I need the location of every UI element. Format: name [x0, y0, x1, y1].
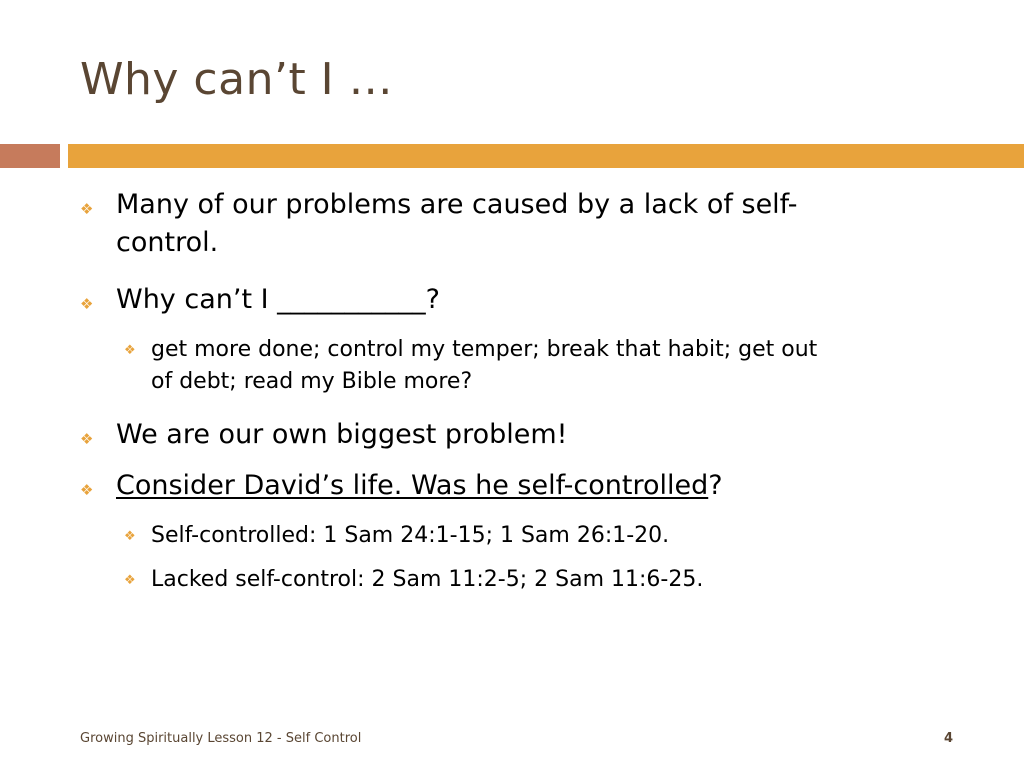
bullet-item — [116, 467, 723, 505]
bullet-item: Why can’t I ___________? — [116, 284, 440, 315]
slide-title: Why can’t I … — [80, 54, 394, 105]
footer-text: Growing Spiritually Lesson 12 - Self Control — [80, 731, 362, 746]
title-divider-right-bar — [68, 144, 1024, 168]
sub-bullet-item: Lacked self-control: 2 Sam 11:2-5; 2 Sam 11:6-25. — [151, 567, 704, 592]
sub-bullet-item: Self-controlled: 1 Sam 24:1-15; 1 Sam 26:1-20. — [151, 523, 670, 548]
diamond-bullet-icon: ❖ — [124, 573, 136, 588]
diamond-bullet-icon: ❖ — [124, 529, 136, 544]
diamond-bullet-icon: ❖ — [80, 295, 94, 313]
diamond-bullet-icon: ❖ — [80, 430, 94, 448]
sub-bullet-text-line: get more done; control my temper; break that habit; get out — [151, 337, 818, 362]
page-number: 4 — [944, 731, 954, 746]
bullet-suffix: ? — [708, 470, 723, 501]
diamond-bullet-icon: ❖ — [80, 481, 94, 499]
sub-bullet-item — [151, 334, 817, 398]
bullet-text-line: Many of our problems are caused by a lack of self- — [116, 189, 798, 220]
bullet-item — [116, 186, 797, 262]
sub-bullet-text-line: of debt; read my Bible more? — [151, 369, 473, 394]
underlined-text: Consider David’s life. Was he self-controlled — [116, 470, 709, 501]
diamond-bullet-icon: ❖ — [80, 200, 94, 218]
title-divider-left-bar — [0, 144, 60, 168]
bullet-item: We are our own biggest problem! — [116, 419, 568, 450]
diamond-bullet-icon: ❖ — [124, 343, 136, 358]
bullet-text-line: control. — [116, 227, 219, 258]
